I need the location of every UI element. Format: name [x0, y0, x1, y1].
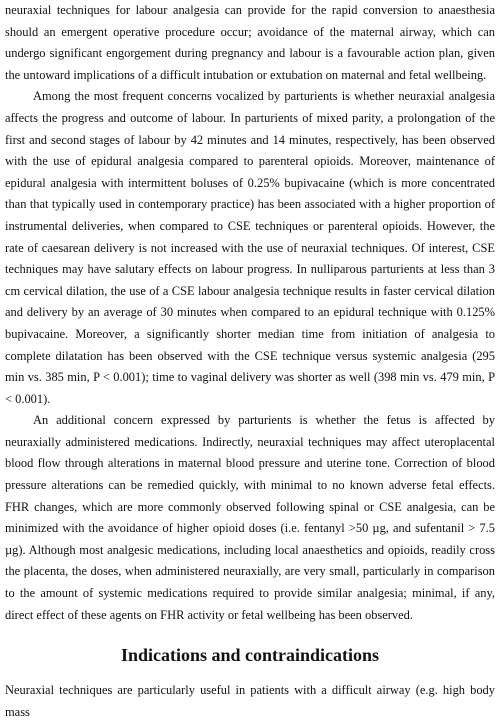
- paragraph-labour-progress: Among the most frequent concerns vocalized by parturients is whether neuraxial analgesia affects the progress and outcome of labour. In parturients of mixed parity, a prolongation of the first and second stages of labour by 42 minutes and 14 minutes, respectively, has been observed with the use of epidural analgesia compared to parenteral opioids. Moreover, maintenance of epidural analgesia with intermittent boluses of 0.25% bupivacaine (which is more concentrated than that typically used in contemporary practice) has been associated with a higher proportion of instrumental deliveries, when compared to CSE techniques or parenteral opioids. However, the rate of caesarean delivery is not increased with the use of neuraxial techniques. Of interest, CSE techniques may have salutary effects on labour progress. In nulliparous parturients at less than 3 cm cervical dilation, the use of a CSE labour analgesia technique results in faster cervical dilation and delivery by an average of 30 minutes when compared to an epidural technique with 0.125% bupivacaine. Moreover, a significantly shorter median time from initiation of analgesia to complete dilatation has been observed with the CSE technique versus systemic analgesia (295 min vs. 385 min, P < 0.001); time to vaginal delivery was shorter as well (398 min vs. 479 min, P < 0.001).: [5, 89, 495, 406]
- section-heading: Indications and contraindications: [120, 645, 380, 666]
- paragraph-continued: neuraxial techniques for labour analgesia can provide for the rapid conversion to anaesthesia should an emergent operative procedure occur; avoidance of the maternal airway, which can undergo significant engorgement during pregnancy and labour is a favourable action plan, given the untoward implications of a difficult intubation or extubation on maternal and fetal wellbeing.: [5, 3, 495, 82]
- paragraph-indications: Neuraxial techniques are particularly useful in patients with a difficult airway (e.g. high body mass: [5, 683, 495, 719]
- document-page: [5, 0, 495, 723]
- paragraph-fetal-effects: An additional concern expressed by parturients is whether the fetus is affected by neuraxially administered medications. Indirectly, neuraxial techniques may affect uteroplacental blood flow through alterations in maternal blood pressure and uterine tone. Correction of blood pressure alterations can be remedied quickly, with minimal to no known adverse fetal effects. FHR changes, which are more commonly observed following spinal or CSE analgesia, can be minimized with the avoidance of higher opioid doses (i.e. fentanyl >50 µg, and sufentanil > 7.5 µg). Although most analgesic medications, including local anaesthetics and opioids, readily cross the placenta, the doses, when administered neuraxially, are very small, particularly in comparison to the amount of systemic medications required to provide similar analgesia; minimal, if any, direct effect of these agents on FHR activity or fetal wellbeing has been observed.: [5, 413, 495, 622]
